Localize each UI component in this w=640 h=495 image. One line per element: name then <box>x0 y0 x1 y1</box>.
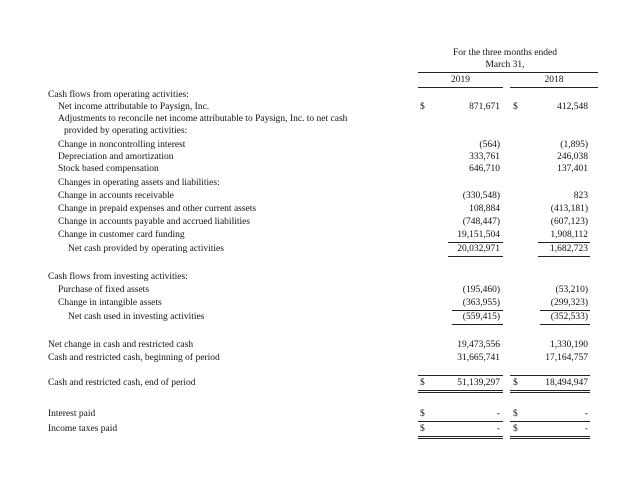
value-2018: 1,682,723 <box>550 244 588 254</box>
currency-symbol: $ <box>420 409 425 419</box>
value-2018: 18,494,947 <box>545 378 588 388</box>
value-2019: 51,139,297 <box>457 378 500 388</box>
row-label: Change in customer card funding <box>58 230 185 240</box>
currency-symbol: $ <box>420 378 425 388</box>
value-2019: (195,460) <box>462 285 500 295</box>
end-double-rule-2018 <box>510 390 590 391</box>
row-label: Stock based compensation <box>58 164 159 174</box>
rule-2019 <box>418 421 503 422</box>
value-2019: 871,671 <box>469 102 500 112</box>
value-2018: 1,908,112 <box>550 230 588 240</box>
value-2018: 823 <box>573 191 588 201</box>
value-2019: (363,955) <box>462 298 500 308</box>
end-double-rule-2018 <box>510 392 590 393</box>
value-2018: 246,038 <box>557 152 588 162</box>
value-2018: 1,330,190 <box>550 340 588 350</box>
currency-symbol: $ <box>513 409 518 419</box>
value-2019: (330,548) <box>462 191 500 201</box>
row-label: Change in intangible assets <box>58 298 162 308</box>
row-label-total: Net cash provided by operating activities <box>68 244 224 254</box>
column-rule-2019 <box>418 87 503 88</box>
value-2019: 646,710 <box>469 164 500 174</box>
value-2018: (1,895) <box>560 140 588 150</box>
row-label: Interest paid <box>48 409 96 419</box>
row-label: Depreciation and amortization <box>58 152 174 162</box>
end-double-rule-2019 <box>418 392 503 393</box>
row-label: Cash and restricted cash, beginning of period <box>48 353 220 363</box>
rule-2018 <box>510 421 590 422</box>
section-heading-investing: Cash flows from investing activities: <box>48 272 188 282</box>
row-label: Purchase of fixed assets <box>58 285 150 295</box>
row-label: Change in prepaid expenses and other current assets <box>58 204 257 214</box>
double-rule-2019 <box>418 438 503 439</box>
column-header-2018: 2018 <box>544 75 564 85</box>
value-2019: (564) <box>479 140 500 150</box>
value-2019: (748,447) <box>462 217 500 227</box>
value-2019: 19,473,556 <box>457 340 500 350</box>
column-rule-2018 <box>510 87 598 88</box>
value-2018: 412,548 <box>557 102 588 112</box>
value-2018: 17,164,757 <box>545 353 588 363</box>
value-2018: (299,323) <box>550 298 588 308</box>
header-rule <box>418 72 598 73</box>
value-2019: 31,665,741 <box>457 353 500 363</box>
currency-symbol: $ <box>513 424 518 434</box>
row-label: Net income attributable to Paysign, Inc. <box>58 102 210 112</box>
total-rule-2019 <box>452 324 503 325</box>
double-rule-2019 <box>418 436 503 437</box>
value-2018: - <box>584 409 588 419</box>
total-rule-2019 <box>448 256 503 257</box>
subtotal-rule-2018 <box>540 310 590 311</box>
value-2018: (352,533) <box>550 312 588 322</box>
period-header-line1: For the three months ended <box>453 48 557 58</box>
row-label-end-of-period: Cash and restricted cash, end of period <box>48 378 196 388</box>
value-2018: 137,401 <box>557 164 588 174</box>
subtotal-rule-2018 <box>538 242 590 243</box>
currency-symbol: $ <box>513 378 518 388</box>
row-label: Net change in cash and restricted cash <box>48 340 194 350</box>
value-2019: 19,151,504 <box>457 230 500 240</box>
row-label: Changes in operating assets and liabilities: <box>58 178 220 188</box>
end-rule-2019 <box>418 375 503 376</box>
row-label: Change in accounts payable and accrued liabilities <box>58 217 251 227</box>
value-2019: 333,761 <box>469 152 500 162</box>
currency-symbol: $ <box>420 424 425 434</box>
value-2018: (53,210) <box>555 285 588 295</box>
double-rule-2018 <box>510 436 590 437</box>
currency-symbol: $ <box>420 102 425 112</box>
value-2019: - <box>496 409 500 419</box>
row-label: Change in noncontrolling interest <box>58 140 186 150</box>
row-label-total: Net cash used in investing activities <box>68 312 205 322</box>
row-label: Income taxes paid <box>48 424 118 434</box>
column-header-2019: 2019 <box>451 75 470 85</box>
value-2019: 20,032,971 <box>457 244 500 254</box>
value-2019: 108,884 <box>469 204 500 214</box>
subtotal-rule-2019 <box>448 242 503 243</box>
currency-symbol: $ <box>513 102 518 112</box>
section-heading-operating: Cash flows from operating activities: <box>48 90 189 100</box>
value-2019: (559,415) <box>462 312 500 322</box>
value-2018: (413,181) <box>550 204 588 214</box>
value-2019: - <box>496 424 500 434</box>
double-rule-2018 <box>510 438 590 439</box>
period-header-line2: March 31, <box>485 60 525 70</box>
row-label: Change in accounts receivable <box>58 191 174 201</box>
total-rule-2018 <box>540 324 590 325</box>
end-double-rule-2019 <box>418 390 503 391</box>
row-label: Adjustments to reconcile net income attributable to Paysign, Inc. to net cash <box>58 114 348 124</box>
value-2018: (607,123) <box>550 217 588 227</box>
subtotal-rule-2019 <box>452 310 503 311</box>
total-rule-2018 <box>538 256 590 257</box>
row-label: provided by operating activities: <box>64 126 188 136</box>
value-2018: - <box>584 424 588 434</box>
end-rule-2018 <box>510 375 590 376</box>
